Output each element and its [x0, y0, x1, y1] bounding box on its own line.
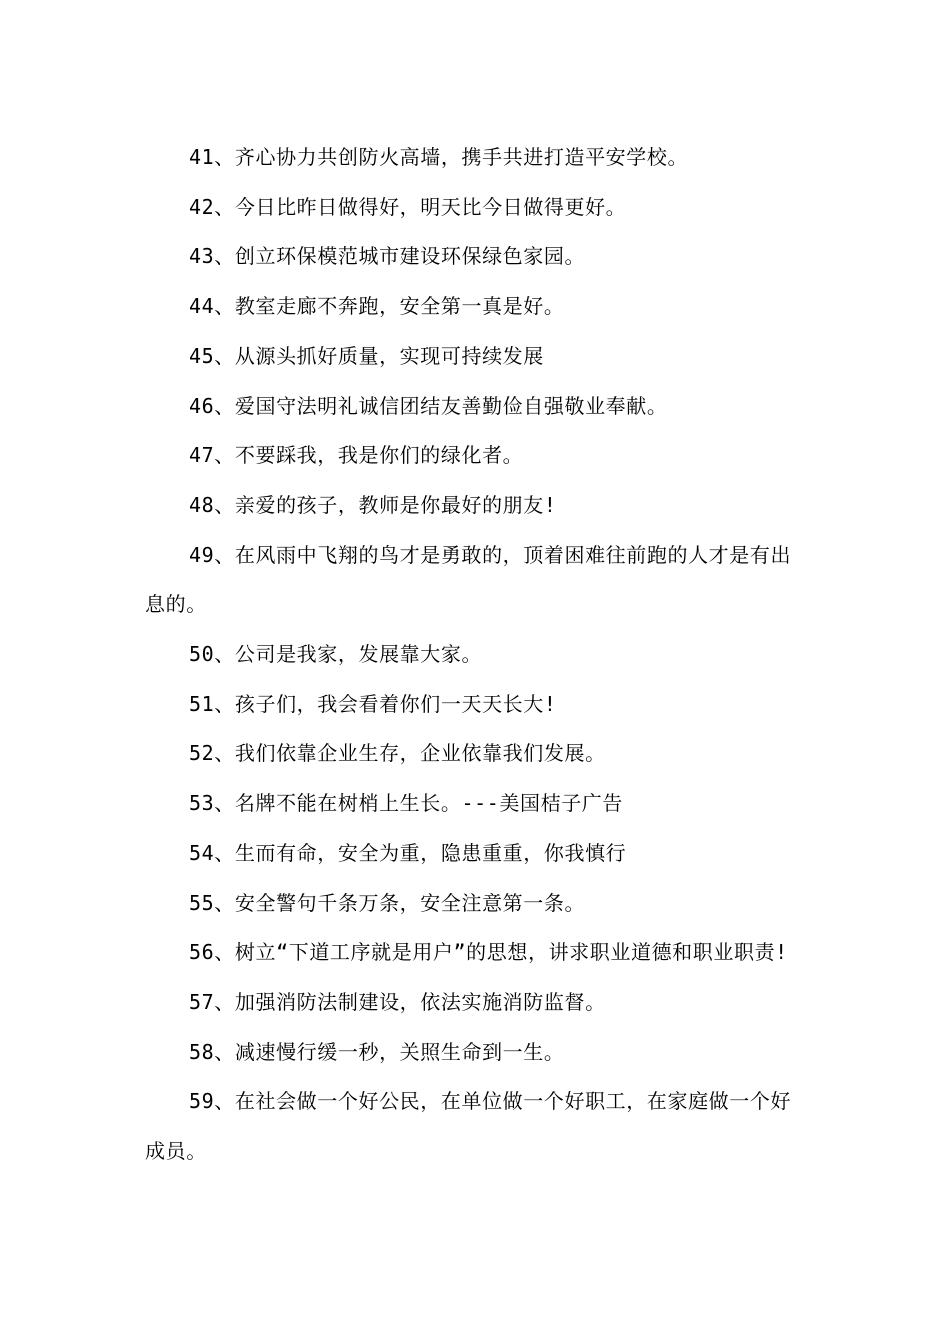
- slogan-56: 56、树立“下道工序就是用户”的思想，讲求职业道德和职业职责!: [189, 940, 788, 965]
- slogan-54: 54、生而有命，安全为重，隐患重重，你我慎行: [189, 840, 627, 865]
- slogan-49: 49、在风雨中飞翔的鸟才是勇敢的，顶着困难往前跑的人才是有出息的。: [145, 542, 792, 617]
- slogan-43: 43、创立环保模范城市建设环保绿色家园。: [189, 244, 586, 269]
- slogan-48: 48、亲爱的孩子，教师是你最好的朋友!: [189, 492, 557, 517]
- slogan-41: 41、齐心协力共创防火高墙，携手共进打造平安学校。: [189, 145, 689, 169]
- slogan-59: 59、在社会做一个好公民，在单位做一个好职工，在家庭做一个好成员。: [145, 1089, 792, 1164]
- slogan-51: 51、孩子们，我会看着你们一天天长大!: [189, 691, 557, 716]
- slogan-45: 45、从源头抓好质量，实现可持续发展: [189, 343, 544, 368]
- slogan-46: 46、爱国守法明礼诚信团结友善勤俭自强敬业奉献。: [189, 393, 668, 418]
- slogan-50: 50、公司是我家，发展靠大家。: [189, 642, 483, 667]
- slogan-52: 52、我们依靠企业生存，企业依靠我们发展。: [189, 741, 606, 766]
- slogan-42: 42、今日比昨日做得好，明天比今日做得更好。: [189, 194, 627, 219]
- slogan-58: 58、减速慢行缓一秒，关照生命到一生。: [189, 1039, 565, 1064]
- slogan-53: 53、名牌不能在树梢上生长。---美国桔子广告: [189, 791, 624, 816]
- slogan-47: 47、不要踩我，我是你们的绿化者。: [189, 443, 524, 468]
- slogan-55: 55、安全警句千条万条，安全注意第一条。: [189, 890, 586, 915]
- slogan-57: 57、加强消防法制建设，依法实施消防监督。: [189, 989, 606, 1014]
- slogan-44: 44、教室走廊不奔跑，安全第一真是好。: [189, 294, 565, 319]
